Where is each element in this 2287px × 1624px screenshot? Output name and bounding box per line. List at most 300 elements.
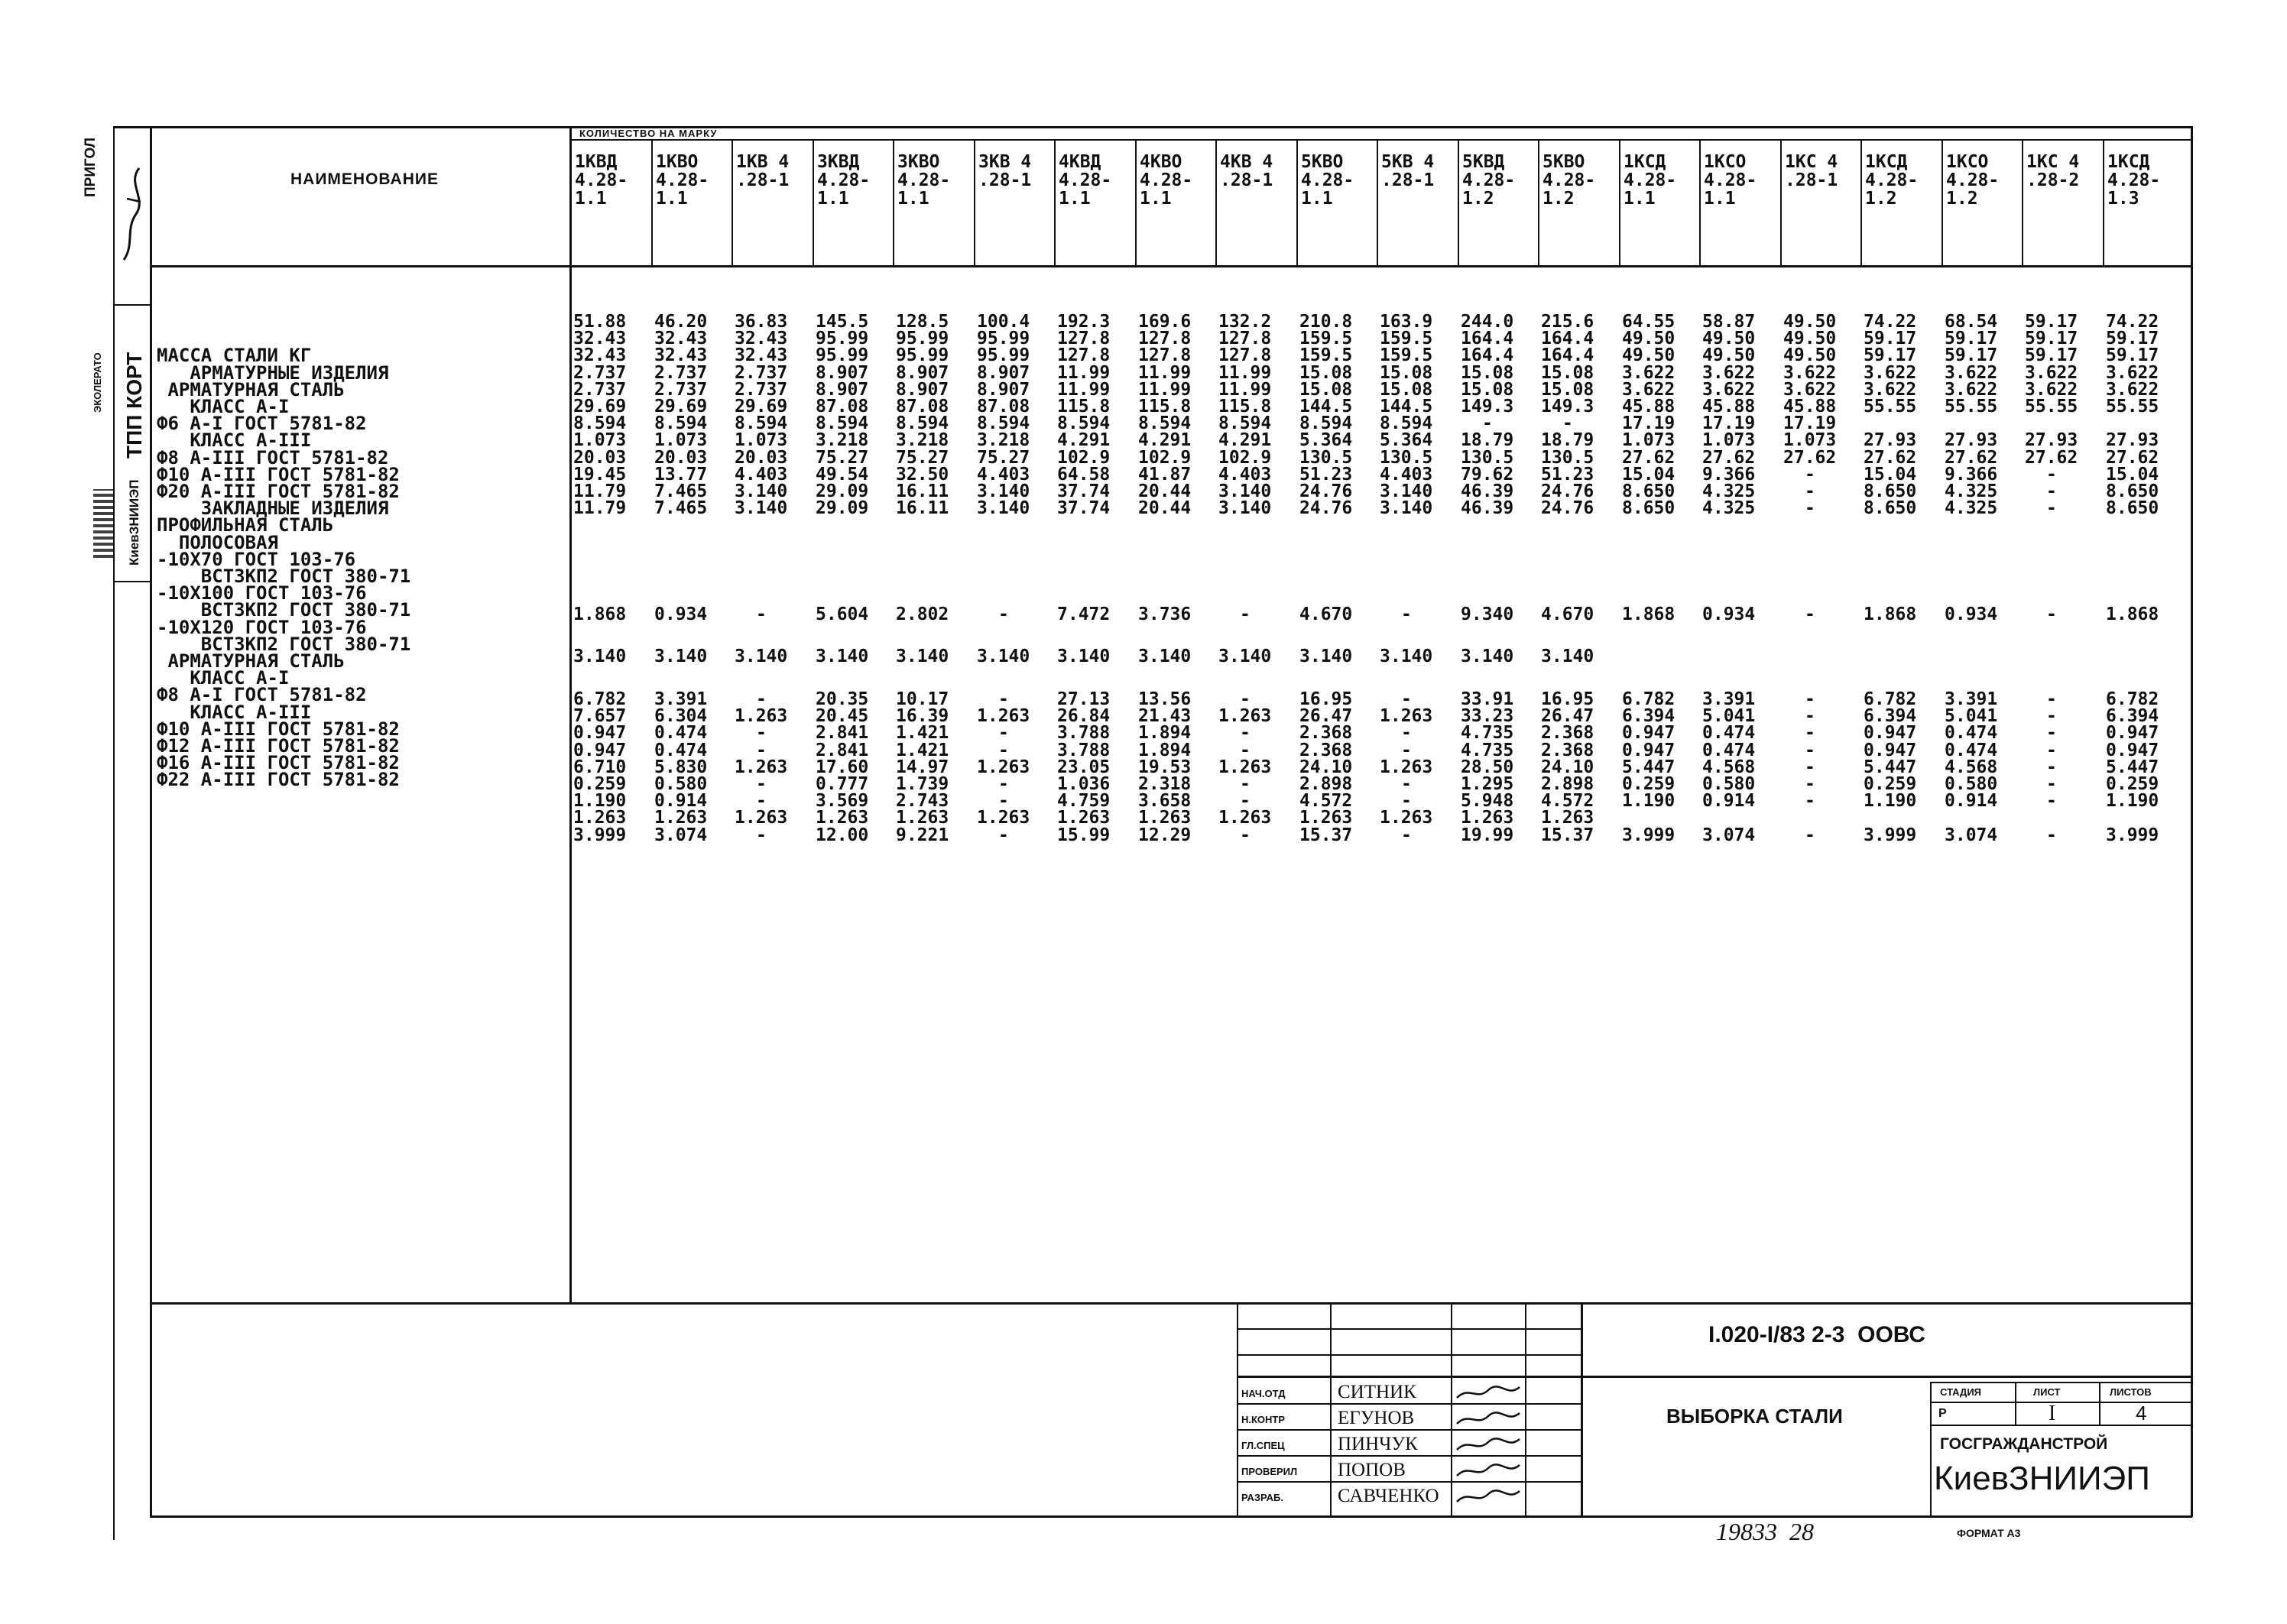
table-cell: 64.58 — [1057, 465, 1111, 485]
column-header — [1865, 153, 1935, 208]
table-cell: 51.23 — [1299, 465, 1353, 485]
column-divider — [974, 140, 975, 267]
table-cell: 4.670 — [1541, 605, 1594, 624]
table-cell: 1.263 — [977, 808, 1030, 828]
table-cell: 27.62 — [2025, 448, 2078, 468]
table-cell: 0.474 — [654, 741, 708, 760]
table-cell: 1.739 — [896, 774, 949, 794]
table-cell: 149.3 — [1461, 397, 1514, 417]
frame-top — [113, 126, 2192, 128]
table-cell: 3.622 — [2106, 380, 2159, 400]
table-cell: 27.62 — [1864, 448, 1917, 468]
table-cell: 27.93 — [1945, 430, 1998, 450]
table-cell: 0.914 — [1945, 791, 1998, 811]
table-cell: 5.830 — [654, 757, 708, 777]
column-header-line: 1.2 — [1462, 189, 1494, 209]
table-cell: - — [756, 741, 767, 760]
column-header-line: 1.1 — [1059, 189, 1091, 209]
column-header-line: 1.1 — [1704, 189, 1736, 209]
table-cell: 3.140 — [977, 647, 1030, 666]
table-cell: 24.10 — [1541, 757, 1594, 777]
column-header-line: 4.28- — [1704, 170, 1757, 190]
footer-number: 19833 28 — [1716, 1518, 1814, 1545]
table-cell: 3.218 — [977, 430, 1030, 450]
table-cell: 8.907 — [816, 380, 869, 400]
table-cell: 127.8 — [1138, 345, 1192, 365]
tb-stage-top — [1930, 1382, 2192, 1383]
column-divider — [813, 140, 814, 267]
column-header — [897, 153, 968, 208]
table-cell: 32.43 — [735, 345, 788, 365]
table-cell: 29.69 — [573, 397, 627, 417]
doc-title: ВЫБОРКА СТАЛИ — [1666, 1405, 1843, 1428]
table-cell: 1.263 — [735, 808, 788, 828]
table-cell: 11.79 — [573, 498, 627, 518]
table-cell: 0.914 — [1702, 791, 1756, 811]
table-cell: 0.947 — [1622, 741, 1676, 760]
sidebar-divider-1 — [113, 304, 151, 306]
column-header-line: 1КСД — [2107, 152, 2150, 172]
staff-name: СИТНИК — [1338, 1382, 1416, 1402]
row-names-block-1 — [157, 313, 410, 806]
row-name: КЛАСС А-I — [157, 667, 290, 689]
table-cell: - — [1401, 605, 1412, 624]
table-cell: 8.594 — [573, 413, 627, 433]
frame-right — [2191, 126, 2193, 1517]
table-cell: 11.99 — [1138, 380, 1192, 400]
table-cell: - — [1240, 791, 1251, 811]
table-cell: 41.87 — [1138, 465, 1192, 485]
table-cell: 55.55 — [2025, 397, 2078, 417]
table-cell: 3.140 — [896, 647, 949, 666]
table-cell: 0.259 — [1622, 774, 1676, 794]
table-cell: - — [1805, 498, 1815, 518]
table-cell: - — [998, 825, 1009, 845]
table-cell: 9.366 — [1702, 465, 1756, 485]
column-divider — [1296, 140, 1298, 267]
org-name-2: КиевЗНИИЭП — [1934, 1460, 2150, 1497]
table-cell: 8.594 — [1380, 413, 1433, 433]
table-cell: 19.99 — [1461, 825, 1514, 845]
table-cell: 27.93 — [2106, 430, 2159, 450]
row-name: ВСТ3КП2 ГОСТ 380-71 — [157, 599, 411, 621]
table-cell: 59.17 — [2025, 312, 2078, 332]
table-cell: 102.9 — [1057, 448, 1111, 468]
column-header-line: 4КВО — [1140, 152, 1182, 172]
table-cell: 11.99 — [1057, 363, 1111, 383]
table-cell: 3.074 — [654, 825, 708, 845]
table-cell: 1.421 — [896, 741, 949, 760]
table-cell: - — [1805, 605, 1815, 624]
table-cell: 8.594 — [1299, 413, 1353, 433]
table-cell: 55.55 — [1945, 397, 1998, 417]
table-cell: 4.572 — [1299, 791, 1353, 811]
table-cell: 159.5 — [1299, 345, 1353, 365]
table-cell: - — [2046, 481, 2057, 501]
column-divider — [1054, 140, 1056, 267]
table-cell: 45.88 — [1622, 397, 1676, 417]
table-cell: 8.907 — [896, 380, 949, 400]
table-cell: 1.263 — [1218, 706, 1272, 726]
table-cell: 95.99 — [816, 329, 869, 348]
table-cell: 130.5 — [1541, 448, 1594, 468]
table-cell: 1.263 — [654, 808, 708, 828]
table-cell: 3.140 — [1138, 647, 1192, 666]
row-name: Ф10 А-III ГОСТ 5781-82 — [157, 718, 400, 740]
table-cell: 9.340 — [1461, 605, 1514, 624]
table-cell: - — [2046, 791, 2057, 811]
row-name: ПОЛОСОВАЯ — [157, 531, 278, 553]
table-cell: 75.27 — [816, 448, 869, 468]
table-cell: 164.4 — [1541, 345, 1594, 365]
table-cell: 3.140 — [735, 647, 788, 666]
row-name: -10Х70 ГОСТ 103-76 — [157, 548, 356, 570]
table-cell: 115.8 — [1057, 397, 1111, 417]
table-cell: 3.999 — [1622, 825, 1676, 845]
table-cell: 3.622 — [2025, 380, 2078, 400]
table-cell: 3.140 — [1299, 647, 1353, 666]
column-divider — [1860, 140, 1862, 267]
table-cell: 15.08 — [1299, 380, 1353, 400]
table-cell: 1.421 — [896, 723, 949, 743]
table-cell: 1.263 — [1057, 808, 1111, 828]
table-cell: - — [2046, 465, 2057, 485]
table-cell: 3.140 — [1218, 647, 1272, 666]
table-cell: 24.76 — [1299, 481, 1353, 501]
table-cell: 10.17 — [896, 689, 949, 709]
table-cell: 159.5 — [1380, 345, 1433, 365]
table-cell: 3.736 — [1138, 605, 1192, 624]
row-name: ВСТ3КП2 ГОСТ 380-71 — [157, 566, 411, 588]
table-cell: 8.907 — [896, 363, 949, 383]
table-cell: 3.622 — [2025, 363, 2078, 383]
table-cell: 3.391 — [654, 689, 708, 709]
sheet-value: I — [2049, 1402, 2056, 1425]
sidebar-signature-icon — [119, 153, 145, 267]
sheets-value: 4 — [2136, 1402, 2147, 1425]
table-cell: 1.263 — [1218, 808, 1272, 828]
column-header-line: 1КС 4 — [2026, 152, 2080, 172]
table-cell: 3.569 — [816, 791, 869, 811]
table-cell: 1.263 — [1380, 808, 1433, 828]
table-cell: 2.737 — [654, 380, 708, 400]
table-cell: 49.54 — [816, 465, 869, 485]
tb-stage-bottom — [1930, 1425, 2192, 1426]
table-cell: 3.622 — [1945, 380, 1998, 400]
signature-icon — [1454, 1486, 1523, 1508]
table-cell: 5.364 — [1380, 430, 1433, 450]
column-header-line: 1.2 — [1865, 189, 1897, 209]
table-cell: 20.44 — [1138, 481, 1192, 501]
column-header-line: 1.1 — [575, 189, 607, 209]
table-cell: 24.10 — [1299, 757, 1353, 777]
column-header-line: 4.28- — [817, 170, 871, 190]
table-cell: 130.5 — [1299, 448, 1353, 468]
row-name: КЛАСС А-III — [157, 430, 312, 452]
table-cell: 3.218 — [816, 430, 869, 450]
table-cell: 163.9 — [1380, 312, 1433, 332]
table-cell: - — [998, 774, 1009, 794]
table-cell: 0.580 — [1945, 774, 1998, 794]
row-name: ЗАКЛАДНЫЕ ИЗДЕЛИЯ — [157, 498, 389, 520]
table-cell: 19.53 — [1138, 757, 1192, 777]
table-cell: 1.263 — [735, 757, 788, 777]
table-cell: 1.263 — [977, 757, 1030, 777]
table-cell: 4.403 — [1218, 465, 1272, 485]
row-name: Ф10 А-III ГОСТ 5781-82 — [157, 463, 400, 485]
table-cell: 51.23 — [1541, 465, 1594, 485]
column-header-line: 3КВО — [897, 152, 940, 172]
table-cell: 59.17 — [2025, 329, 2078, 348]
table-cell: 11.99 — [1138, 363, 1192, 383]
table-cell: 11.79 — [573, 481, 627, 501]
table-cell: 3.140 — [1380, 481, 1433, 501]
table-cell: 45.88 — [1702, 397, 1756, 417]
column-header-line — [1381, 190, 1452, 208]
table-cell: 87.08 — [977, 397, 1030, 417]
table-cell: 0.947 — [573, 741, 627, 760]
table-cell: 1.868 — [573, 605, 627, 624]
row-name: Ф20 А-III ГОСТ 5781-82 — [157, 481, 400, 503]
column-header-line: 4.28- — [1865, 170, 1919, 190]
column-header-line: 1.2 — [1946, 189, 1978, 209]
table-cell: 4.403 — [977, 465, 1030, 485]
column-header — [1624, 153, 1694, 208]
column-divider — [1699, 140, 1701, 267]
table-cell: 1.036 — [1057, 774, 1111, 794]
table-cell: 32.43 — [573, 329, 627, 348]
column-header-line: 1КСД — [1865, 152, 1908, 172]
table-cell: 1.894 — [1138, 723, 1192, 743]
table-cell: 20.35 — [816, 689, 869, 709]
tb-left-line — [1237, 1302, 1238, 1516]
table-cell: 0.947 — [2106, 741, 2159, 760]
column-header — [1059, 153, 1129, 208]
table-cell: 1.190 — [1864, 791, 1917, 811]
column-header-line: 5КВД — [1462, 152, 1505, 172]
column-header — [575, 153, 645, 208]
column-header — [978, 153, 1049, 208]
table-cell: 8.650 — [1864, 498, 1917, 518]
row-name: Ф8 А-III ГОСТ 5781-82 — [157, 446, 389, 468]
table-cell: 1.263 — [977, 706, 1030, 726]
table-cell: 20.45 — [816, 706, 869, 726]
table-cell: 159.5 — [1299, 329, 1353, 348]
table-cell: 8.907 — [977, 380, 1030, 400]
row-name: Ф8 А-I ГОСТ 5781-82 — [157, 684, 367, 706]
column-header-line: 1КС 4 — [1785, 152, 1838, 172]
sidebar-top-label: ПРИГОЛ — [83, 137, 99, 197]
table-cell: 27.93 — [2025, 430, 2078, 450]
table-cell: - — [998, 689, 1009, 709]
table-cell: 6.782 — [1622, 689, 1676, 709]
table-cell: 210.8 — [1299, 312, 1353, 332]
table-cell: 145.5 — [816, 312, 869, 332]
tb-row-6 — [1237, 1455, 1582, 1457]
tb-col-4 — [1525, 1302, 1526, 1516]
table-cell: - — [998, 605, 1009, 624]
table-cell: 23.05 — [1057, 757, 1111, 777]
table-cell: 4.568 — [1702, 757, 1756, 777]
column-header-line: .28-1 — [736, 170, 790, 190]
table-cell: 15.04 — [2106, 465, 2159, 485]
table-cell: 64.55 — [1622, 312, 1676, 332]
table-cell: 127.8 — [1057, 329, 1111, 348]
table-cell: 8.650 — [1622, 498, 1676, 518]
table-cell: - — [1805, 825, 1815, 845]
table-cell: 169.6 — [1138, 312, 1192, 332]
table-cell: 27.62 — [1945, 448, 1998, 468]
table-cell: 0.580 — [1702, 774, 1756, 794]
table-cell: 49.50 — [1622, 345, 1676, 365]
table-cell: 15.08 — [1461, 363, 1514, 383]
column-header — [2026, 153, 2097, 208]
table-cell: - — [1240, 825, 1251, 845]
table-cell: - — [2046, 741, 2057, 760]
sidebar-mid-small: ЭКОЛЕРАТО — [92, 352, 103, 413]
table-cell: 0.474 — [654, 723, 708, 743]
signature-icon — [1454, 1434, 1523, 1456]
column-header-line: 1.1 — [1140, 189, 1172, 209]
table-cell: 26.84 — [1057, 706, 1111, 726]
table-cell: 17.19 — [1702, 413, 1756, 433]
table-cell: - — [1401, 741, 1412, 760]
table-cell: 3.622 — [1783, 363, 1837, 383]
table-cell: 11.99 — [1218, 363, 1272, 383]
frame-left — [150, 126, 152, 1517]
tb-stage-div2 — [2099, 1382, 2100, 1426]
table-cell: 0.947 — [2106, 723, 2159, 743]
table-cell: 51.88 — [573, 312, 627, 332]
table-cell: 49.50 — [1702, 345, 1756, 365]
table-cell: 6.394 — [1864, 706, 1917, 726]
table-cell: - — [1805, 689, 1815, 709]
tb-stage-left — [1930, 1382, 1932, 1516]
column-header-line: 4.28- — [1543, 170, 1596, 190]
table-cell: - — [1401, 825, 1412, 845]
table-cell: 46.20 — [654, 312, 708, 332]
column-header-line: 1.3 — [2107, 189, 2139, 209]
table-cell: 127.8 — [1218, 345, 1272, 365]
column-header-line: .28-2 — [2026, 170, 2080, 190]
table-cell: 8.907 — [977, 363, 1030, 383]
table-cell: 27.62 — [1702, 448, 1756, 468]
table-cell: 12.00 — [816, 825, 869, 845]
table-cell: 0.947 — [1864, 723, 1917, 743]
table-cell: 2.368 — [1541, 741, 1594, 760]
row-name: -10Х100 ГОСТ 103-76 — [157, 582, 367, 605]
table-cell: 1.868 — [1622, 605, 1676, 624]
table-cell: 15.04 — [1864, 465, 1917, 485]
table-cell: - — [756, 689, 767, 709]
table-cell: 4.735 — [1461, 741, 1514, 760]
table-cell: 1.263 — [896, 808, 949, 828]
signature-icon — [1454, 1460, 1523, 1482]
table-cell: - — [1805, 481, 1815, 501]
table-cell: 144.5 — [1299, 397, 1353, 417]
column-header-line: 4КВД — [1059, 152, 1101, 172]
table-cell: 1.073 — [654, 430, 708, 450]
staff-role: РАЗРАБ. — [1241, 1492, 1283, 1503]
column-divider — [893, 140, 894, 267]
table-cell: 149.3 — [1541, 397, 1594, 417]
sidebar-mid-big: ТПП КОРТ — [122, 352, 146, 459]
row-name: АРМАТУРНАЯ СТАЛЬ — [157, 650, 345, 673]
table-cell: 2.737 — [735, 363, 788, 383]
row-name: КЛАСС А-I — [157, 396, 290, 418]
table-cell: 3.622 — [1945, 363, 1998, 383]
column-divider — [1377, 140, 1378, 267]
table-cell: 49.50 — [1783, 312, 1837, 332]
tb-row-3 — [1237, 1376, 2192, 1378]
table-cell: 8.594 — [816, 413, 869, 433]
table-cell: - — [756, 825, 767, 845]
table-cell: 15.08 — [1541, 363, 1594, 383]
table-cell: - — [1805, 465, 1815, 485]
table-cell: 45.88 — [1783, 397, 1837, 417]
table-cell: 3.140 — [1380, 498, 1433, 518]
table-cell: 2.368 — [1299, 723, 1353, 743]
table-cell: 8.650 — [1864, 481, 1917, 501]
frame-bottom — [150, 1515, 2192, 1518]
name-column-divider — [569, 126, 572, 1303]
table-cell: 1.263 — [1380, 757, 1433, 777]
table-cell: 9.366 — [1945, 465, 1998, 485]
tb-row-5 — [1237, 1429, 1582, 1431]
column-header — [1946, 153, 2016, 208]
table-cell: 14.97 — [896, 757, 949, 777]
table-cell: 3.140 — [1218, 481, 1272, 501]
table-cell: 15.04 — [1622, 465, 1676, 485]
staff-role: ПРОВЕРИЛ — [1241, 1466, 1298, 1477]
table-cell: 18.79 — [1541, 430, 1594, 450]
table-cell: 4.325 — [1945, 481, 1998, 501]
column-header-line: 5КВ 4 — [1381, 152, 1435, 172]
table-cell: 3.999 — [2106, 825, 2159, 845]
stage-header: СТАДИЯ — [1940, 1386, 1982, 1398]
table-cell: 74.22 — [1864, 312, 1917, 332]
table-cell: 8.594 — [735, 413, 788, 433]
table-cell: 17.19 — [1783, 413, 1837, 433]
table-cell: 3.140 — [816, 647, 869, 666]
column-header — [1704, 153, 1774, 208]
table-cell: 8.594 — [654, 413, 708, 433]
table-cell: 3.140 — [977, 481, 1030, 501]
table-cell: 49.50 — [1783, 345, 1837, 365]
table-cell: 0.914 — [654, 791, 708, 811]
column-header-line: 4.28- — [1462, 170, 1516, 190]
column-header — [656, 153, 726, 208]
column-header — [1462, 153, 1533, 208]
table-cell: 0.934 — [654, 605, 708, 624]
table-cell: 7.465 — [654, 498, 708, 518]
table-cell: 15.08 — [1461, 380, 1514, 400]
table-cell: 3.140 — [735, 498, 788, 518]
column-header-line: 3КВД — [817, 152, 860, 172]
table-cell: 27.62 — [1622, 448, 1676, 468]
table-cell: 29.69 — [654, 397, 708, 417]
table-cell: 24.76 — [1299, 498, 1353, 518]
table-cell: 5.604 — [816, 605, 869, 624]
column-header-line: 1.1 — [1301, 189, 1333, 209]
table-cell: 95.99 — [977, 345, 1030, 365]
column-header-line: 1.1 — [897, 189, 929, 209]
table-cell: 2.802 — [896, 605, 949, 624]
table-cell: 164.4 — [1541, 329, 1594, 348]
table-cell: - — [1240, 723, 1251, 743]
table-cell: 49.50 — [1783, 329, 1837, 348]
staff-name: ПОПОВ — [1338, 1460, 1406, 1480]
